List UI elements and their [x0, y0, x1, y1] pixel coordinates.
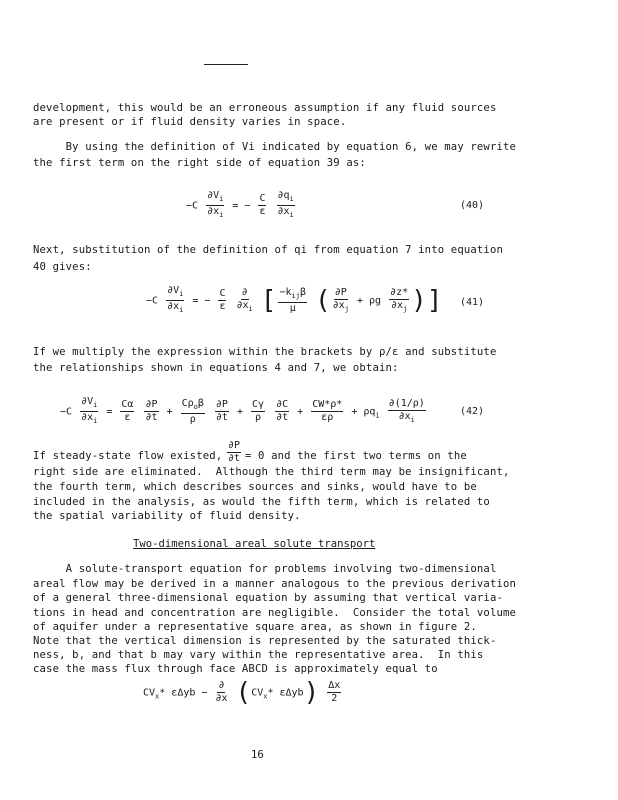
- text-line: the spatial variability of fluid density.: [33, 510, 301, 522]
- text-line: of a general three-dimensional equation by assuming that vertical varia-: [33, 592, 504, 604]
- text-line: tions in head and concentration are negligible. Consider the total volume: [33, 607, 517, 619]
- text-line: = 0 and the first two terms on the: [245, 450, 467, 462]
- text-line: development, this would be an erroneous assumption if any fluid sources: [33, 102, 497, 114]
- text-line: the fourth term, which describes sources and sinks, would have to be: [33, 481, 477, 493]
- text-line: right side are eliminated. Although the third term may be insignificant,: [33, 466, 510, 478]
- section-heading: Two-dimensional areal solute transport: [133, 538, 376, 550]
- dp-dt-fraction: $\frac{\partial P}{\partial t}$: [228, 440, 241, 464]
- equation-number: (41): [460, 297, 485, 308]
- equation-number: (42): [460, 406, 485, 417]
- equation-42: −C $\frac{\partial V_i}{\partial x_i}$ = $\frac{C\alpha}{\varepsilon}$ $\frac{\partial P}{\partial t}$ + $\frac{C\rho_o\beta}{\rho}$ $\frac{\partial P}{\partial t}$ + $\frac{C\gamma}{\rho}$ $\frac{\partial C}{\partial t}$ + $\frac{CW*\rho*}{\varepsilon\rho}$ + $\rho q_i$ $\frac{\partial(1/\rho)}{\partial x_i}$: [60, 396, 425, 425]
- top-rule: [204, 64, 248, 65]
- text-line: case the mass flux through face ABCD is approximately equal to: [33, 663, 438, 675]
- equation-number: (40): [460, 200, 485, 211]
- text-line: are present or if fluid density varies in space.: [33, 116, 347, 128]
- text-line: If steady-state flow existed,: [33, 450, 223, 462]
- text-line: 40 gives:: [33, 261, 92, 273]
- equation-40: −C $\frac{\partial V_i}{\partial x_i}$ = − $\frac{C}{\varepsilon}$ $\frac{\partial q_i}{\partial x_i}$: [186, 190, 294, 219]
- text-line: If we multiply the expression within the brackets by ρ/ε and substitute: [33, 346, 497, 358]
- text-line: ness, b, and that b may vary within the representative area. In this: [33, 649, 484, 661]
- text-line: included in the analysis, as would the fifth term, which is related to: [33, 496, 490, 508]
- mass-flux-expression: $CV_x*$ εΔyb − $\frac{\partial}{\partial x}$ ($CV_x*$ εΔyb) $\frac{\Delta x}{2}$: [143, 677, 341, 708]
- text-line: of aquifer under a representative square area, as shown in figure 2.: [33, 621, 477, 633]
- text-line: By using the definition of Vi indicated by equation 6, we may rewrite: [33, 141, 517, 153]
- text-line: A solute-transport equation for problems involving two-dimensional: [33, 563, 497, 575]
- text-line: Next, substitution of the definition of qi from equation 7 into equation: [33, 244, 504, 256]
- text-line: the relationships shown in equations 4 and 7, we obtain:: [33, 362, 399, 374]
- text-line: the first term on the right side of equation 39 as:: [33, 157, 366, 169]
- text-line: Note that the vertical dimension is represented by the saturated thick-: [33, 635, 497, 647]
- page-number: 16: [251, 749, 264, 761]
- text-line: areal flow may be derived in a manner analogous to the previous derivation: [33, 578, 517, 590]
- equation-41: −C $\frac{\partial V_i}{\partial x_i}$ = − $\frac{C}{\varepsilon}$ $\frac{\partial}{\partial x_i}$ [ $\frac{-k_{ij}\beta}{\mu}$ ( $\frac{\partial P}{\partial x_j}$ + ρg $\frac{\partial z*}{\partial x_j}$ )]: [146, 285, 443, 316]
